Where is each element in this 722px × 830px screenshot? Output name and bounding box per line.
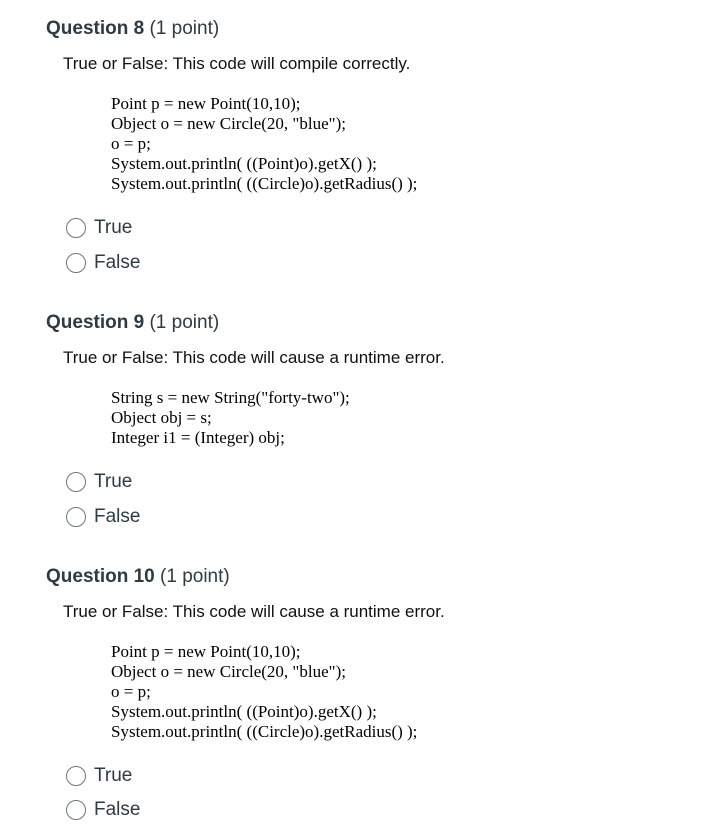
option-true[interactable]: [66, 469, 132, 495]
option-label[interactable]: True: [94, 217, 133, 238]
question-title: [46, 312, 219, 334]
code-block: [111, 642, 417, 742]
code-line: o = p;: [111, 134, 151, 153]
code-line: String s = new String("forty-two");: [111, 388, 350, 407]
option-label[interactable]: False: [94, 506, 141, 527]
code-line: Point p = new Point(10,10);: [111, 642, 301, 661]
code-line: Integer i1 = (Integer) obj;: [111, 428, 285, 447]
code-line: Object o = new Circle(20, "blue");: [111, 114, 346, 133]
question-prompt: True or False: This code will cause a runtime error.: [63, 602, 445, 621]
option-true[interactable]: [66, 763, 132, 789]
code-line: Object o = new Circle(20, "blue");: [111, 662, 346, 681]
radio-button[interactable]: [66, 507, 86, 527]
option-true[interactable]: [66, 215, 132, 241]
radio-button[interactable]: [66, 472, 86, 492]
code-line: o = p;: [111, 682, 151, 701]
question-points: (1 point): [149, 18, 220, 39]
question-points: (1 point): [149, 312, 220, 333]
option-label[interactable]: True: [94, 471, 133, 492]
code-line: Point p = new Point(10,10);: [111, 94, 301, 113]
code-line: System.out.println( ((Circle)o).getRadius() );: [111, 722, 418, 741]
code-line: Object obj = s;: [111, 408, 212, 427]
radio-button[interactable]: [66, 766, 86, 786]
question-prompt: True or False: This code will compile correctly.: [63, 54, 411, 73]
question-points: (1 point): [160, 566, 230, 587]
radio-button[interactable]: [66, 800, 86, 820]
question-number: Question 10: [46, 566, 155, 587]
radio-button[interactable]: [66, 253, 86, 273]
option-false[interactable]: [66, 797, 140, 823]
question-number: Question 9: [46, 312, 145, 333]
option-label[interactable]: False: [94, 799, 141, 820]
option-label[interactable]: True: [94, 765, 133, 786]
question-title: [46, 18, 219, 40]
question-prompt: True or False: This code will cause a runtime error.: [63, 348, 445, 367]
code-block: [111, 94, 417, 194]
question-number: Question 8: [46, 18, 145, 39]
option-false[interactable]: [66, 504, 140, 530]
code-line: System.out.println( ((Point)o).getX() );: [111, 702, 377, 721]
question-title: [46, 566, 230, 588]
code-block: [111, 388, 350, 448]
code-line: System.out.println( ((Point)o).getX() );: [111, 154, 377, 173]
radio-button[interactable]: [66, 218, 86, 238]
option-false[interactable]: [66, 250, 140, 276]
code-line: System.out.println( ((Circle)o).getRadius() );: [111, 174, 418, 193]
option-label[interactable]: False: [94, 252, 141, 273]
